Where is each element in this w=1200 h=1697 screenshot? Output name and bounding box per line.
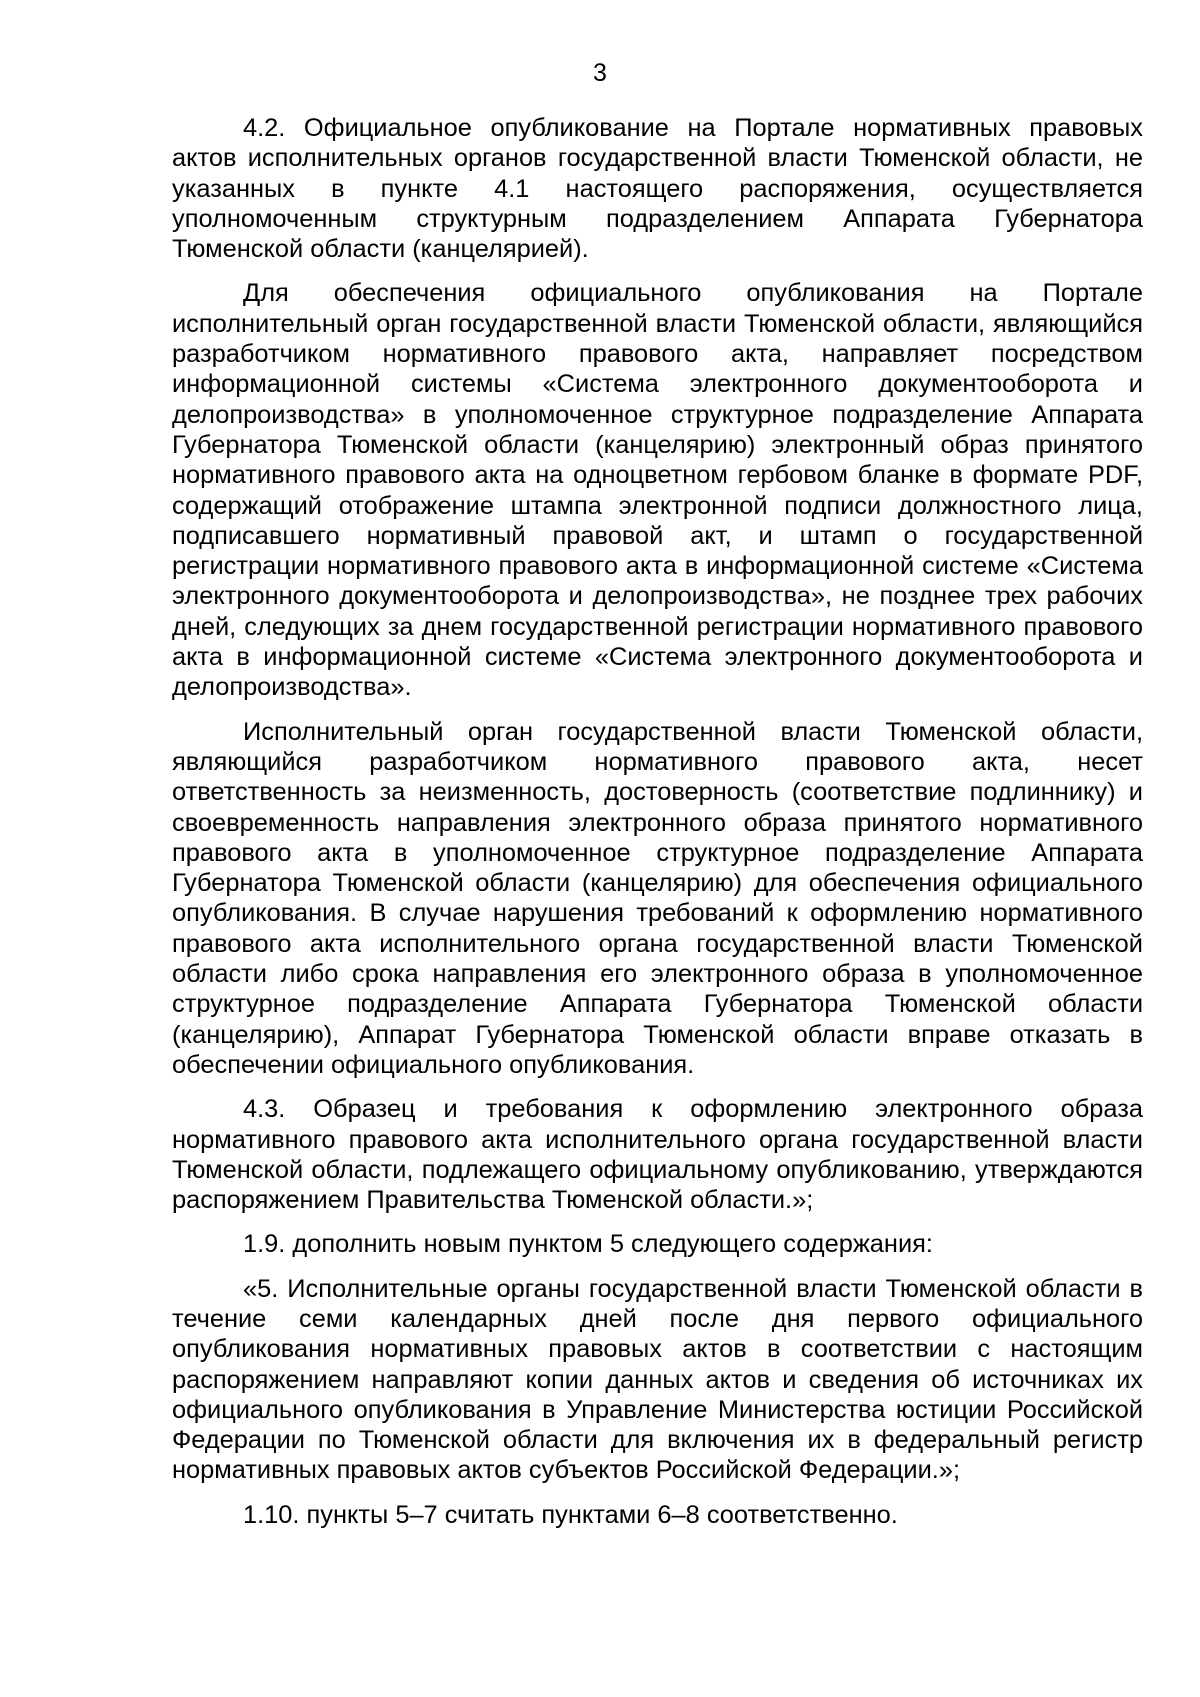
paragraph-4-2: 4.2. Официальное опубликование на Портале нормативных правовых актов исполнительных органов государственной власти Тюменской области, не указанных в пункте 4.1 настоящего распоряжения, осуществляется уполномоченным структурным подразделением Аппарата Губернатора Тюменской области (канцелярией). (172, 114, 1143, 264)
paragraph-portal-publication: Для обеспечения официального опубликования на Портале исполнительный орган государственной власти Тюменской области, являющийся разработчиком нормативного правового акта, направляет посредством информационной системы «Система электронного документооборота и делопроизводства» в уполномоченное структурное подразделение Аппарата Губернатора Тюменской области (канцелярию) электронный образ принятого нормативного правового акта на одноцветном гербовом бланке в формате PDF, содержащий отображение штампа электронной подписи должностного лица, подписавшего нормативный правовой акт, и штамп о государственной регистрации нормативного правового акта в информационной системе «Система электронного документооборота и делопроизводства», не позднее трех рабочих дней, следующих за днем государственной регистрации нормативного правового акта в информационной системе «Система электронного документооборота и делопроизводства». (172, 279, 1143, 702)
page-number: 3 (593, 59, 607, 87)
paragraph-4-3: 4.3. Образец и требования к оформлению электронного образа нормативного правового акта исполнительного органа государственной власти Тюменской области, подлежащего официальному опубликованию, утверждаются распоряжением Правительства Тюменской области.»; (172, 1095, 1143, 1215)
paragraph-1-9: 1.9. дополнить новым пунктом 5 следующего содержания: (243, 1230, 933, 1259)
paragraph-1-10: 1.10. пункты 5–7 считать пунктами 6–8 соответственно. (243, 1500, 898, 1529)
paragraph-5: «5. Исполнительные органы государственной власти Тюменской области в течение семи календарных дней после дня первого официального опубликования нормативных правовых актов в соответствии с настоящим распоряжением направляют копии данных актов и сведения об источниках их официального опубликования в Управление Министерства юстиции Российской Федерации по Тюменской области для включения их в федеральный регистр нормативных правовых актов субъектов Российской Федерации.»; (172, 1274, 1143, 1485)
paragraph-responsibility: Исполнительный орган государственной власти Тюменской области, являющийся разработчиком нормативного правового акта, несет ответственность за неизменность, достоверность (соответствие подлиннику) и своевременность направления электронного образа принятого нормативного правового акта в уполномоченное структурное подразделение Аппарата Губернатора Тюменской области (канцелярию) для обеспечения официального опубликования. В случае нарушения требований к оформлению нормативного правового акта исполнительного органа государственной власти Тюменской области либо срока направления его электронного образа в уполномоченное структурное подразделение Аппарата Губернатора Тюменской области (канцелярию), Аппарат Губернатора Тюменской области вправе отказать в обеспечении официального опубликования. (172, 717, 1143, 1079)
document-body (172, 113, 1143, 1544)
